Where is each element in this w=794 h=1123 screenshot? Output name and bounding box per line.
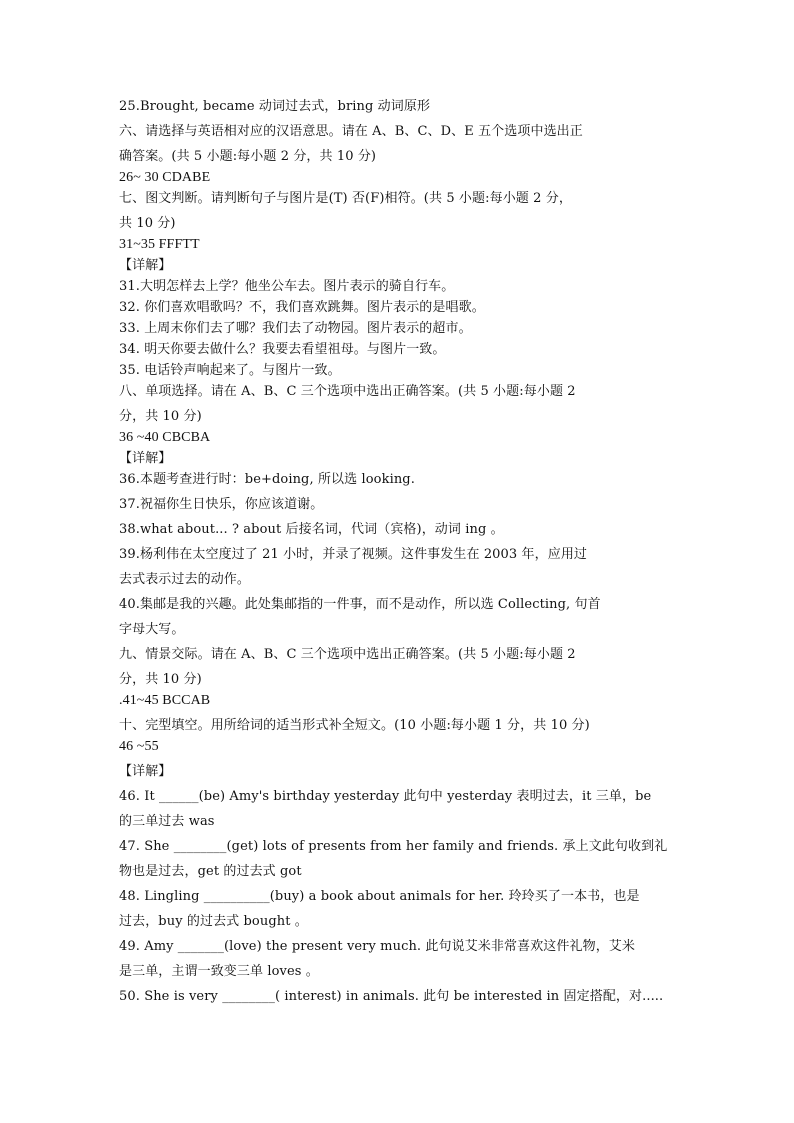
text-line: 25.Brought, became 动词过去式，bring 动词原形 xyxy=(119,99,431,114)
text-line: 共 10 分) xyxy=(119,216,176,231)
text-line: 37.祝福你生日快乐，你应该道谢。 xyxy=(119,497,324,512)
detail-heading: 【详解】 xyxy=(119,764,172,779)
page-content xyxy=(119,96,675,1007)
text-line: 50. She is very ________( interest) in animals. 此句 be interested in 固定搭配，对..... xyxy=(119,989,664,1004)
text-line: 32. 你们喜欢唱歌吗？不，我们喜欢跳舞。图片表示的是唱歌。 xyxy=(119,300,485,315)
text-line: 分，共 10 分) xyxy=(119,672,202,687)
text-line: 过去，buy 的过去式 bought 。 xyxy=(119,914,308,929)
section-heading: 十、完型填空。用所给词的适当形式补全短文。(10 小题:每小题 1 分，共 10 分) xyxy=(119,718,590,733)
text-line: 确答案。(共 5 小题:每小题 2 分，共 10 分) xyxy=(119,149,377,164)
text-line: 38.what about... ? about 后接名词，代词（宾格)，动词 ing 。 xyxy=(119,522,504,537)
text-line: 34. 明天你要去做什么？我要去看望祖母。与图片一致。 xyxy=(119,342,446,357)
text-line: 48. Lingling __________(buy) a book about animals for her. 玲玲买了一本书，也是 xyxy=(119,889,640,904)
text-line: 31.大明怎样去上学？他坐公车去。图片表示的骑自行车。 xyxy=(119,279,455,294)
text-line: 分，共 10 分) xyxy=(119,409,202,424)
text-line: 去式表示过去的动作。 xyxy=(119,572,251,587)
section-heading: 八、单项选择。请在 A、B、C 三个选项中选出正确答案。(共 5 小题:每小题 2 xyxy=(119,384,576,399)
answer-line: 26~ 30 CDABE xyxy=(119,170,211,185)
detail-heading: 【详解】 xyxy=(119,258,172,273)
text-line: 33. 上周末你们去了哪？我们去了动物园。图片表示的超市。 xyxy=(119,321,472,336)
section-heading: 七、图文判断。请判断句子与图片是(T) 否(F)相符。(共 5 小题:每小题 2 分， xyxy=(119,191,572,206)
text-line: 40.集邮是我的兴趣。此处集邮指的一件事，而不是动作，所以选 Collecting, 句首 xyxy=(119,597,601,612)
detail-heading: 【详解】 xyxy=(119,451,172,466)
text-line: 49. Amy _______(love) the present very much. 此句说艾米非常喜欢这件礼物，艾米 xyxy=(119,939,635,954)
section-heading: 六、请选择与英语相对应的汉语意思。请在 A、B、C、D、E 五个选项中选出正 xyxy=(119,124,583,139)
text-line: 46. It ______(be) Amy's birthday yesterday 此句中 yesterday 表明过去，it 三单，be xyxy=(119,789,652,804)
text-line: 物也是过去，get 的过去式 got xyxy=(119,864,302,879)
answer-line: 36 ~40 CBCBA xyxy=(119,430,211,445)
text-line: 是三单，主谓一致变三单 loves 。 xyxy=(119,964,319,979)
section-heading: 九、情景交际。请在 A、B、C 三个选项中选出正确答案。(共 5 小题:每小题 2 xyxy=(119,647,576,662)
text-line: 36.本题考查进行时：be+doing, 所以选 looking. xyxy=(119,472,415,487)
text-line: 字母大写。 xyxy=(119,622,185,637)
text-line: 39.杨利伟在太空度过了 21 小时，并录了视频。这件事发生在 2003 年，应用过 xyxy=(119,547,588,562)
text-line: 35. 电话铃声响起来了。与图片一致。 xyxy=(119,363,341,378)
answer-line: 46 ~55 xyxy=(119,739,159,754)
answer-line: 31~35 FFFTT xyxy=(119,237,200,252)
text-line: 的三单过去 was xyxy=(119,814,215,829)
answer-line: .41~45 BCCAB xyxy=(119,693,211,708)
text-line: 47. She ________(get) lots of presents from her family and friends. 承上文此句收到礼 xyxy=(119,839,668,854)
